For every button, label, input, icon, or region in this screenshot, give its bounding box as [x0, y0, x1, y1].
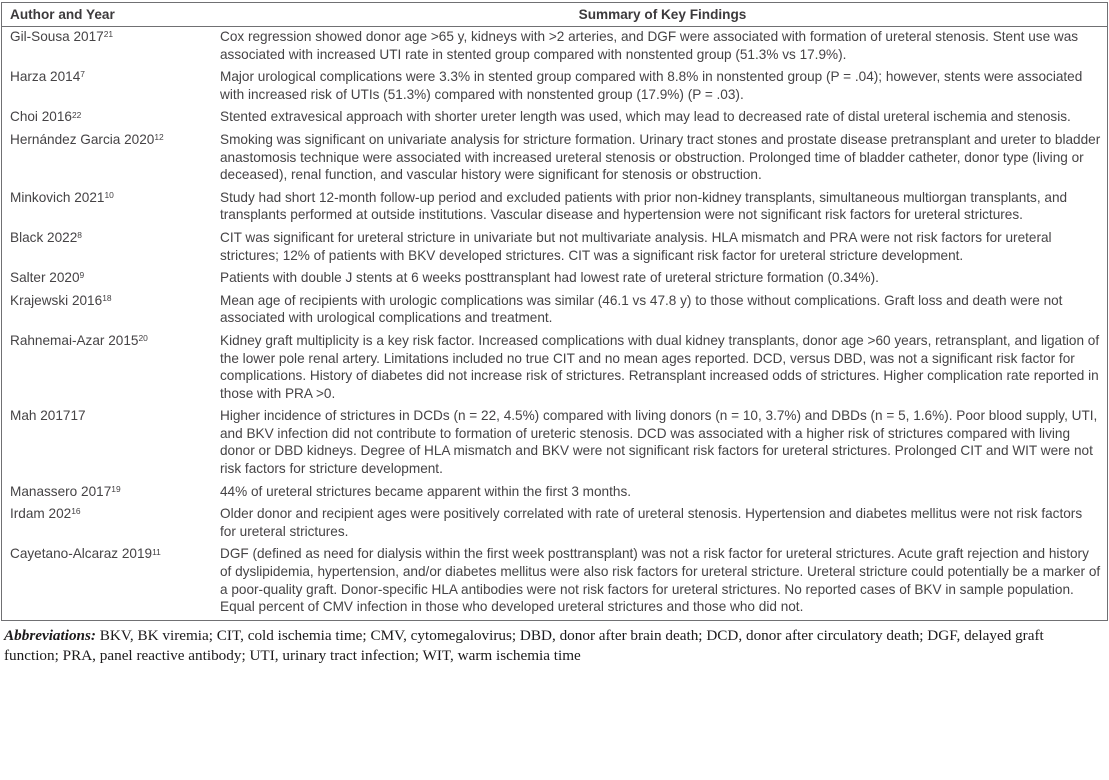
- reference-superscript: 9: [79, 270, 85, 281]
- table-row: [2, 130, 1108, 188]
- table-header: [2, 3, 1108, 27]
- author-cell: [2, 406, 219, 481]
- author-cell: [2, 107, 219, 130]
- findings-cell: DGF (defined as need for dialysis within the first week posttransplant) was not a risk factor for ureteral strictures. Acute graft rejection and history of dyslipidemia, hypertension, and/or diabetes mellitus were also risk factors for ureteral stricture. Ureteral stricture could potentially be a marker of a poor-quality graft. Donor-specific HLA antibodies were not risk factors for ureteral strictures. No reported cases of BKV in sample population. Equal percent of CMV infection in those who developed ureteral strictures and those who did not.: [220, 546, 1101, 615]
- table-row: [2, 268, 1108, 291]
- author-cell: [2, 544, 219, 620]
- abbreviations-footnote: [1, 621, 1108, 666]
- key-findings-table: [1, 2, 1108, 621]
- findings-cell: Study had short 12-month follow-up period and excluded patients with prior non-kidney transplants, simultaneous multiorgan transplants, and transplants performed at outside institutions. Vascular disease and hypertension were not significant risk factors for ureteral strictures.: [220, 189, 1068, 223]
- abbreviations-label: Abbreviations:: [4, 626, 96, 644]
- author-name: Choi 2016: [10, 109, 72, 125]
- reference-superscript: 16: [71, 506, 81, 517]
- reference-superscript: 20: [138, 333, 148, 344]
- column-header-summary-of-key-findings: Summary of Key Findings: [218, 3, 1108, 27]
- author-cell: [2, 27, 219, 68]
- reference-superscript: 11: [152, 546, 161, 557]
- author-name: Manassero 2017: [10, 483, 112, 499]
- author-name: Krajewski 2016: [10, 292, 103, 308]
- author-name: Hernández Garcia 2020: [10, 131, 155, 147]
- author-cell: [2, 504, 219, 544]
- findings-cell: Cox regression showed donor age >65 y, kidneys with >2 arteries, and DGF were associated with formation of ureteral stenosis. Stent use was associated with increased UTI rate in stented group compared with nonstented group (51.3% vs 17.9%).: [220, 29, 1079, 62]
- reference-superscript: 21: [103, 29, 114, 40]
- author-name: Rahnemai-Azar 2015: [10, 332, 139, 348]
- findings-cell: Stented extravesical approach with shorter ureter length was used, which may lead to decreased rate of distal ureteral ischemia and stenosis.: [220, 109, 1071, 125]
- author-cell: [2, 291, 219, 331]
- table-row: [2, 406, 1108, 481]
- table-row: [2, 544, 1108, 620]
- author-cell: [2, 482, 219, 505]
- author-name: Mah 201717: [10, 408, 86, 424]
- author-cell: [2, 331, 219, 406]
- reference-superscript: 10: [104, 189, 114, 200]
- reference-superscript: 7: [80, 69, 85, 80]
- reference-superscript: 19: [111, 483, 121, 494]
- author-name: Black 2022: [10, 229, 78, 245]
- findings-cell: Major urological complications were 3.3% in stented group compared with 8.8% in nonstented group (P = .04); however, stents were associated with increased risk of UTIs (51.3%) compared with nonstented group (17.9%) (P = .03).: [220, 69, 1083, 102]
- table-row: [2, 482, 1108, 505]
- author-name: Cayetano-Alcaraz 2019: [10, 546, 153, 562]
- header-row: [2, 3, 1108, 27]
- findings-cell: Higher incidence of strictures in DCDs (n = 22, 4.5%) compared with living donors (n = 10, 3.7%) and DBDs (n = 5, 1.6%). Poor blood supply, UTI, and BKV infection did not contribute to formation of ureteric stenosis. DCD was associated with a higher risk of strictures compared with living donor or DBD kidneys. Degree of HLA mismatch and BKV were not significant risk factors for ureteral strictures. Prolonged CIT and WIT were not risk factors for stricture development.: [220, 408, 1098, 477]
- author-cell: [2, 130, 219, 188]
- author-name: Gil-Sousa 2017: [10, 29, 104, 44]
- findings-cell: Older donor and recipient ages were positively correlated with rate of ureteral stenosis. Hypertension and diabetes mellitus were not risk factors for ureteral strictures.: [220, 506, 1083, 539]
- author-name: Irdam 202: [10, 506, 72, 522]
- table-row: [2, 228, 1108, 268]
- findings-cell: Mean age of recipients with urologic complications was similar (46.1 vs 47.8 y) to those without complications. Graft loss and death were not associated with urological complications and treatment.: [220, 292, 1063, 326]
- reference-superscript: 12: [154, 132, 164, 143]
- author-name: Salter 2020: [10, 270, 80, 286]
- reference-superscript: 22: [71, 109, 82, 120]
- author-name: Harza 2014: [10, 69, 81, 85]
- findings-cell: CIT was significant for ureteral stricture in univariate but not multivariate analysis. HLA mismatch and PRA were not risk factors for ureteral strictures; 12% of patients with BKV developed strictures. CIT was a significant risk factor for ureteral stricture development.: [220, 229, 1052, 263]
- table-row: [2, 291, 1108, 331]
- abbreviations-text: BKV, BK viremia; CIT, cold ischemia time; CMV, cytomegalovirus; DBD, donor after brain death; DCD, donor after circulatory death; DGF, delayed graft function; PRA, panel reactive antibody; UTI, urinary tract infection; WIT, warm ischemia time: [4, 626, 1044, 664]
- table-row: [2, 107, 1108, 130]
- table-row: [2, 27, 1108, 68]
- reference-superscript: 18: [102, 292, 112, 303]
- column-header-author-and-year: Author and Year: [2, 3, 219, 27]
- findings-cell: Smoking was significant on univariate analysis for stricture formation. Urinary tract stones and prostate disease pretransplant and ureter to bladder anastomosis technique were associated with increased ureteral stenosis or obstruction. Prolonged time of bladder catheter, donor type (living or deceased), renal function, and vascular history were significant for stenosis or obstruction.: [220, 131, 1101, 183]
- table-row: [2, 188, 1108, 228]
- author-name: Minkovich 2021: [10, 189, 105, 205]
- table-body: [2, 27, 1108, 621]
- findings-cell: Patients with double J stents at 6 weeks posttransplant had lowest rate of ureteral stricture formation (0.34%).: [220, 270, 879, 286]
- author-cell: [2, 67, 219, 107]
- findings-cell: Kidney graft multiplicity is a key risk factor. Increased complications with dual kidney transplants, donor age >60 years, retransplant, and ligation of the lower pole renal artery. Limitations included no true CIT and no mean ages reported. DCD, versus DBD, was not a significant risk factor for complications. History of diabetes did not increase risk of strictures. Retransplant increased odds of strictures. Higher complication rate reported in those with PRA >0.: [220, 332, 1100, 401]
- author-cell: [2, 188, 219, 228]
- author-cell: [2, 228, 219, 268]
- table-row: [2, 331, 1108, 406]
- author-cell: [2, 268, 219, 291]
- findings-cell: 44% of ureteral strictures became apparent within the first 3 months.: [220, 483, 632, 499]
- table-row: [2, 504, 1108, 544]
- reference-superscript: 8: [77, 230, 82, 241]
- table-row: [2, 67, 1108, 107]
